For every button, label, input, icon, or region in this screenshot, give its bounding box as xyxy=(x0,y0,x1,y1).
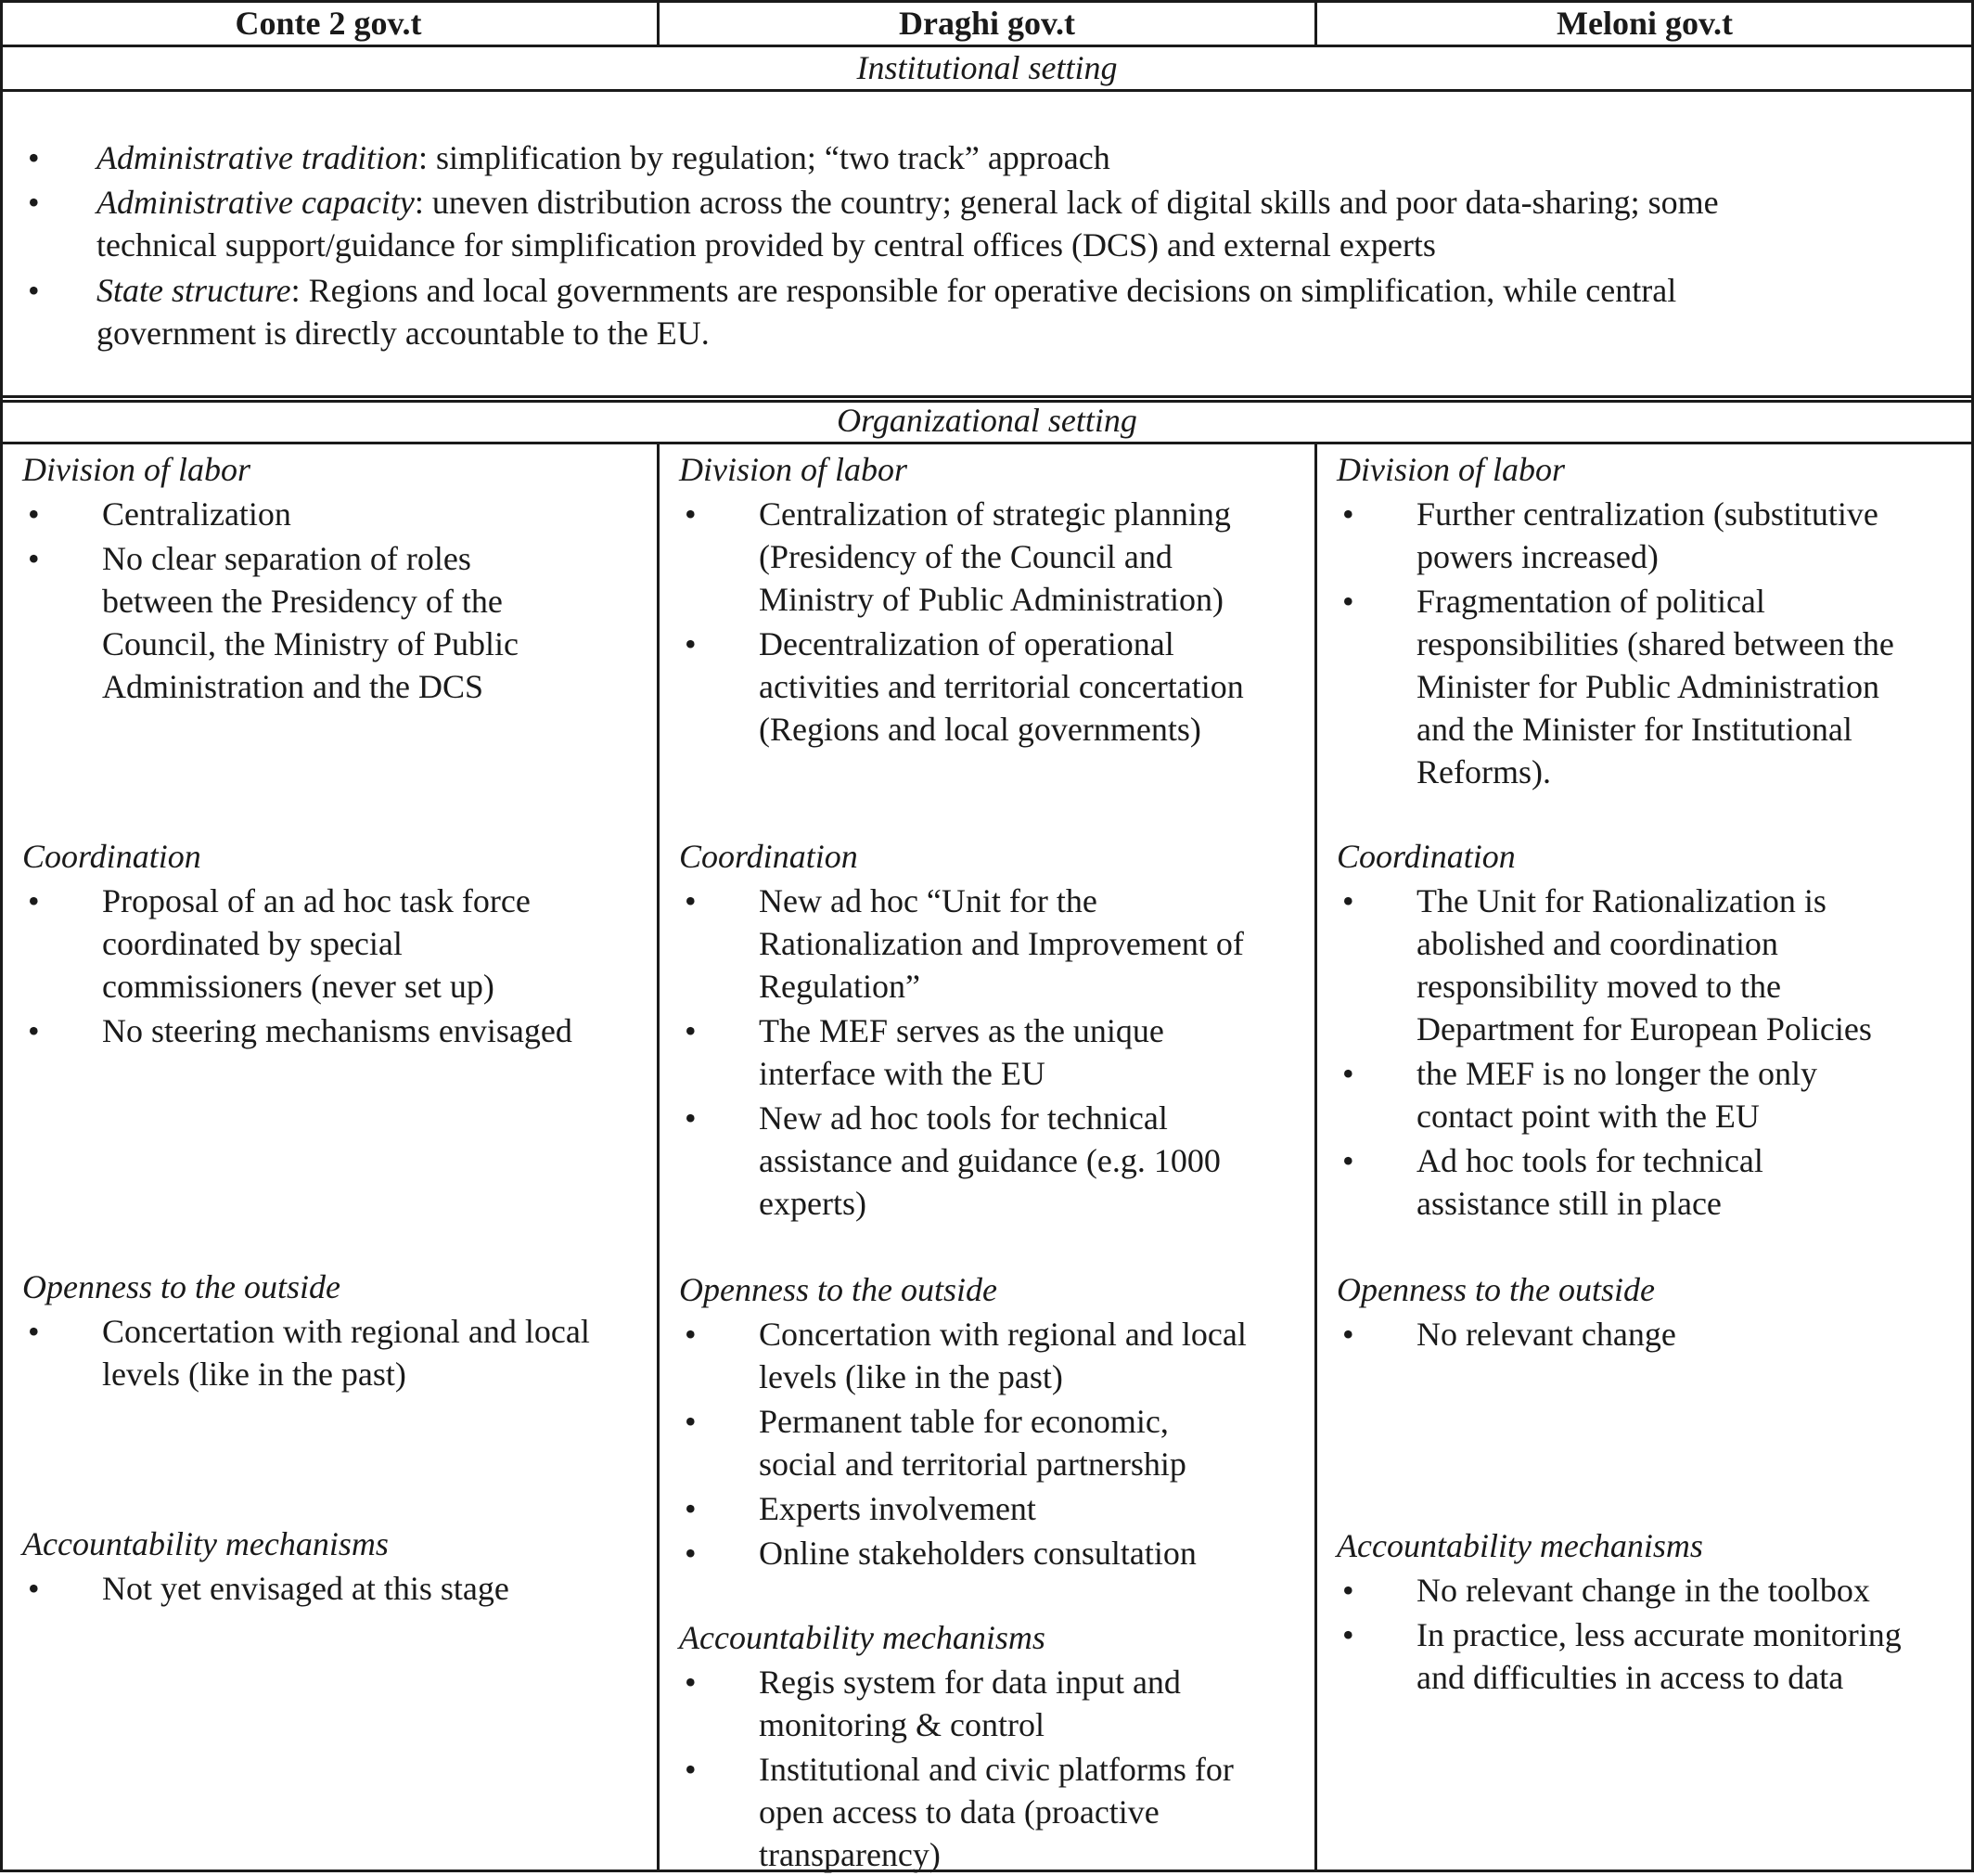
bullet: • xyxy=(28,1313,40,1350)
column-header-draghi: Draghi gov.t xyxy=(898,5,1075,42)
list-item-line: Regis system for data input and xyxy=(759,1664,1181,1701)
institutional-item-line: technical support/guidance for simplification provided by central offices (DCS) and external experts xyxy=(96,226,1436,263)
list-item-line: Centralization xyxy=(102,495,291,533)
list-item-line: Decentralization of operational xyxy=(759,625,1174,662)
section-heading: Accountability mechanisms xyxy=(679,1619,1045,1656)
bullet: • xyxy=(1342,1142,1354,1179)
list-item-line: Fragmentation of political xyxy=(1416,583,1765,620)
bullet: • xyxy=(1342,495,1354,533)
section-heading: Accountability mechanisms xyxy=(1337,1527,1703,1564)
institutional-item-label: Administrative capacity xyxy=(96,184,415,221)
list-item-line: levels (like in the past) xyxy=(102,1356,406,1393)
list-item-line: and difficulties in access to data xyxy=(1416,1659,1844,1696)
rule-organizational-title-bottom xyxy=(0,442,1974,444)
list-item-line: Permanent table for economic, xyxy=(759,1403,1169,1440)
list-item-line: assistance and guidance (e.g. 1000 xyxy=(759,1142,1221,1179)
list-item-line: Regulation” xyxy=(759,968,920,1005)
section-heading: Division of labor xyxy=(22,451,251,488)
column-header-conte: Conte 2 gov.t xyxy=(235,5,422,42)
column-header-meloni: Meloni gov.t xyxy=(1557,5,1733,42)
list-item-line: Ministry of Public Administration) xyxy=(759,581,1224,618)
list-item-line: The Unit for Rationalization is xyxy=(1416,882,1827,919)
section-heading: Openness to the outside xyxy=(22,1268,340,1305)
list-item-line: coordinated by special xyxy=(102,925,403,962)
bullet: • xyxy=(685,495,697,533)
list-item-line: In practice, less accurate monitoring xyxy=(1416,1616,1902,1653)
list-item-line: interface with the EU xyxy=(759,1055,1045,1092)
list-item-line: Proposal of an ad hoc task force xyxy=(102,882,531,919)
list-item-line: monitoring & control xyxy=(759,1706,1045,1743)
institutional-item-line xyxy=(96,269,1676,312)
bullet: • xyxy=(1342,1055,1354,1092)
list-item-line: Rationalization and Improvement of xyxy=(759,925,1244,962)
institutional-item-line xyxy=(96,181,1719,224)
section-heading: Coordination xyxy=(22,838,201,875)
bullet: • xyxy=(1342,1616,1354,1653)
institutional-item-text: : simplification by regulation; “two track” approach xyxy=(418,139,1110,176)
bullet: • xyxy=(1342,583,1354,620)
list-item-line: Online stakeholders consultation xyxy=(759,1535,1197,1572)
list-item-line: New ad hoc “Unit for the xyxy=(759,882,1097,919)
section-heading: Openness to the outside xyxy=(679,1271,997,1308)
list-item-line: transparency) xyxy=(759,1836,941,1873)
list-item-line: activities and territorial concertation xyxy=(759,668,1244,705)
bullet: • xyxy=(685,1751,697,1788)
bullet: • xyxy=(1342,1316,1354,1353)
list-item-line: the MEF is no longer the only xyxy=(1416,1055,1817,1092)
list-item-line: (Regions and local governments) xyxy=(759,711,1201,748)
bullet: • xyxy=(28,139,40,176)
bullet: • xyxy=(685,882,697,919)
bullet: • xyxy=(685,1664,697,1701)
institutional-item-label: State structure xyxy=(96,272,291,309)
list-item-line: Institutional and civic platforms for xyxy=(759,1751,1234,1788)
bullet: • xyxy=(685,625,697,662)
list-item-line: social and territorial partnership xyxy=(759,1446,1186,1483)
list-item-line: experts) xyxy=(759,1185,866,1222)
bullet: • xyxy=(28,540,40,577)
institutional-item-text: : uneven distribution across the country; general lack of digital skills and poor data-sharing; some xyxy=(414,184,1719,221)
section-heading: Openness to the outside xyxy=(1337,1271,1655,1308)
list-item-line: New ad hoc tools for technical xyxy=(759,1099,1168,1137)
bullet: • xyxy=(28,495,40,533)
bullet: • xyxy=(685,1490,697,1527)
list-item-line: Administration and the DCS xyxy=(102,668,483,705)
institutional-item-line: government is directly accountable to the EU. xyxy=(96,315,710,352)
section-heading: Accountability mechanisms xyxy=(22,1525,389,1562)
list-item-line: Centralization of strategic planning xyxy=(759,495,1231,533)
bullet: • xyxy=(28,184,40,221)
rule-left xyxy=(0,0,3,1872)
list-item-line: powers increased) xyxy=(1416,538,1659,575)
rule-col-1-2 xyxy=(657,442,660,1872)
list-item-line: Council, the Ministry of Public xyxy=(102,625,519,662)
section-heading: Coordination xyxy=(1337,838,1516,875)
section-heading: Division of labor xyxy=(1337,451,1566,488)
list-item-line: responsibilities (shared between the xyxy=(1416,625,1894,662)
list-item-line: No relevant change xyxy=(1416,1316,1676,1353)
list-item-line: and the Minister for Institutional xyxy=(1416,711,1852,748)
list-item-line: Further centralization (substitutive xyxy=(1416,495,1878,533)
list-item-line: between the Presidency of the xyxy=(102,583,503,620)
bullet: • xyxy=(685,1099,697,1137)
list-item-line: No steering mechanisms envisaged xyxy=(102,1012,572,1049)
bullet: • xyxy=(685,1316,697,1353)
institutional-item-label: Administrative tradition xyxy=(96,139,418,176)
list-item-line: assistance still in place xyxy=(1416,1185,1722,1222)
rule-col-2-3 xyxy=(1314,442,1317,1872)
list-item-line: Minister for Public Administration xyxy=(1416,668,1879,705)
list-item-line: The MEF serves as the unique xyxy=(759,1012,1164,1049)
list-item-line: Not yet envisaged at this stage xyxy=(102,1570,509,1607)
organizational-setting-title: Organizational setting xyxy=(837,402,1137,439)
institutional-item-text: : Regions and local governments are responsible for operative decisions on simplification, while central xyxy=(290,272,1677,309)
institutional-item-line xyxy=(96,136,1110,179)
bullet: • xyxy=(1342,1572,1354,1609)
section-heading: Coordination xyxy=(679,838,858,875)
list-item-line: No clear separation of roles xyxy=(102,540,471,577)
list-item-line: Concertation with regional and local xyxy=(759,1316,1247,1353)
list-item-line: Reforms). xyxy=(1416,753,1551,790)
bullet: • xyxy=(28,882,40,919)
bullet: • xyxy=(685,1012,697,1049)
institutional-setting-title: Institutional setting xyxy=(856,49,1118,86)
list-item-line: commissioners (never set up) xyxy=(102,968,494,1005)
list-item-line: responsibility moved to the xyxy=(1416,968,1781,1005)
list-item-line: No relevant change in the toolbox xyxy=(1416,1572,1870,1609)
list-item-line: abolished and coordination xyxy=(1416,925,1778,962)
rule-institutional-bottom xyxy=(0,395,1974,398)
bullet: • xyxy=(28,1012,40,1049)
list-item-line: (Presidency of the Council and xyxy=(759,538,1173,575)
list-item-line: Ad hoc tools for technical xyxy=(1416,1142,1763,1179)
list-item-line: open access to data (proactive xyxy=(759,1793,1160,1831)
list-item-line: Concertation with regional and local xyxy=(102,1313,590,1350)
bullet: • xyxy=(685,1403,697,1440)
list-item-line: levels (like in the past) xyxy=(759,1358,1063,1395)
bullet: • xyxy=(28,1570,40,1607)
rule-institutional-title-bottom xyxy=(0,89,1974,92)
bullet: • xyxy=(1342,882,1354,919)
list-item-line: contact point with the EU xyxy=(1416,1098,1760,1135)
section-heading: Division of labor xyxy=(679,451,908,488)
bullet: • xyxy=(28,272,40,309)
list-item-line: Experts involvement xyxy=(759,1490,1036,1527)
list-item-line: Department for European Policies xyxy=(1416,1010,1872,1047)
bullet: • xyxy=(685,1535,697,1572)
